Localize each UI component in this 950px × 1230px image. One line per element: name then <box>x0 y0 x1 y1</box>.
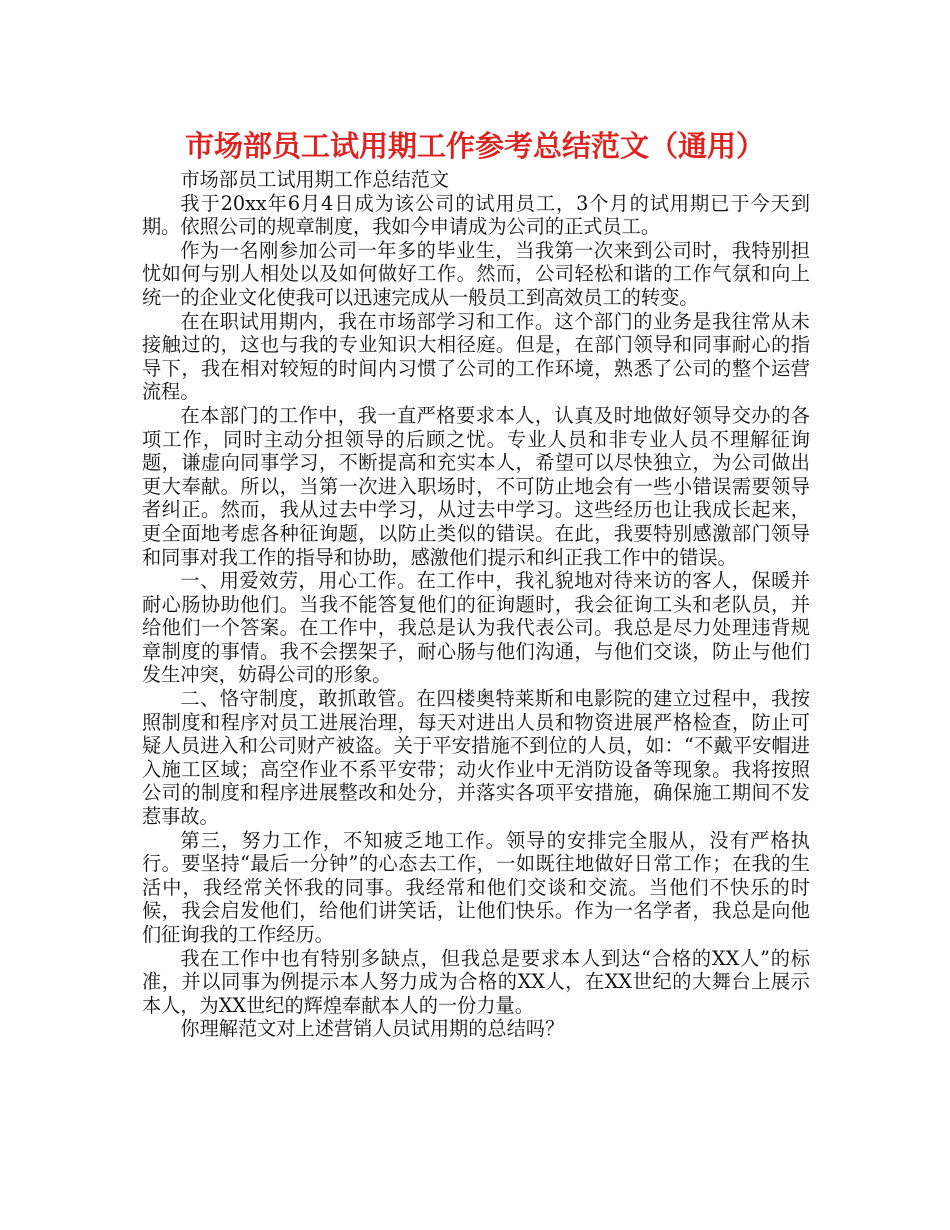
paragraph: 我在工作中也有特别多缺点，但我总是要求本人到达“合格的XX人”的标准，并以同事为例提示本人努力成为合格的XX人，在XX世纪的大舞台上展示本人，为XX世纪的辉煌奉献本人的一份力量。 <box>142 946 810 1017</box>
paragraph: 第三，努力工作，不知疲乏地工作。领导的安排完全服从，没有严格执行。要坚持“最后一分钟”的心态去工作，一如既往地做好日常工作；在我的生活中，我经常关怀我的同事。我经常和他们交谈和交流。当他们不快乐的时候，我会启发他们，给他们讲笑话，让他们快乐。作为一名学者，我总是向他们征询我的工作经历。 <box>142 828 810 946</box>
paragraph: 作为一名刚参加公司一年多的毕业生，当我第一次来到公司时，我特别担忧如何与别人相处以及如何做好工作。然而，公司轻松和谐的工作气氛和向上统一的企业文化使我可以迅速完成从一般员工到高效员工的转变。 <box>142 238 810 309</box>
paragraph: 在在职试用期内，我在市场部学习和工作。这个部门的业务是我往常从未接触过的，这也与我的专业知识大相径庭。但是，在部门领导和同事耐心的指导下，我在相对较短的时间内习惯了公司的工作环境，熟悉了公司的整个运营流程。 <box>142 309 810 404</box>
paragraph: 一、用爱效劳，用心工作。在工作中，我礼貌地对待来访的客人，保暖并耐心肠协助他们。当我不能答复他们的征询题时，我会征询工头和老队员，并给他们一个答案。在工作中，我总是认为我代表公司。我总是尽力处理违背规章制度的事情。我不会摆架子，耐心肠与他们沟通，与他们交谈，防止与他们发生冲突，妨碍公司的形象。 <box>142 569 810 687</box>
paragraph: 二、恪守制度，敢抓敢管。在四楼奥特莱斯和电影院的建立过程中，我按照制度和程序对员工进展治理，每天对进出人员和物资进展严格检查，防止可疑人员进入和公司财产被盗。关于平安措施不到位的人员，如：“不戴平安帽进入施工区域；高空作业不系平安带；动火作业中无消防设备等现象。我将按照公司的制度和程序进展整改和处分，并落实各项平安措施，确保施工期间不发惹事故。 <box>142 687 810 829</box>
paragraph: 在本部门的工作中，我一直严格要求本人，认真及时地做好领导交办的各项工作，同时主动分担领导的后顾之忧。专业人员和非专业人员不理解征询题，谦虚向同事学习，不断提高和充实本人，希望可以尽快独立，为公司做出更大奉献。所以，当第一次进入职场时，不可防止地会有一些小错误需要领导者纠正。然而，我从过去中学习，从过去中学习。这些经历也让我成长起来，更全面地考虑各种征询题，以防止类似的错误。在此，我要特别感激部门领导和同事对我工作的指导和协助，感激他们提示和纠正我工作中的错误。 <box>142 403 810 569</box>
document-body <box>142 168 810 1041</box>
paragraph: 我于20xx年6月4日成为该公司的试用员工，3个月的试用期已于今天到期。依照公司的规章制度，我如今申请成为公司的正式员工。 <box>142 191 810 239</box>
paragraph-subtitle: 市场部员工试用期工作总结范文 <box>180 168 450 191</box>
document-title: 市场部员工试用期工作参考总结范文（通用） <box>184 129 765 163</box>
paragraph: 你理解范文对上述营销人员试用期的总结吗？ <box>180 1017 565 1041</box>
